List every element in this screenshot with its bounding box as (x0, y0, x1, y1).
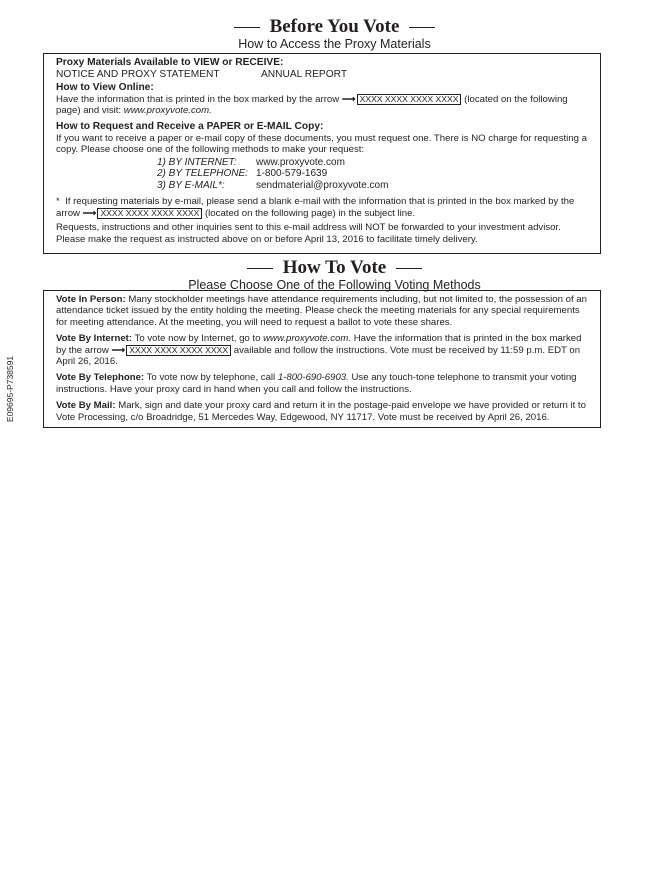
how-to-vote-title: How To Vote (0, 258, 669, 278)
materials-doc-notice: NOTICE AND PROXY STATEMENT (56, 69, 220, 80)
email-request-note: * If requesting materials by e-mail, please send a blank e-mail with the information that is printed in the box marked by the arrow ⟶ XXXX XXXX XXXX XXXX (located on the following page) in the subject line. (56, 196, 575, 219)
request-copy-heading: How to Request and Receive a PAPER or E-MAIL Copy: (56, 120, 324, 132)
arrow-icon: ⟶ (111, 344, 126, 356)
request-method-telephone: 2) BY TELEPHONE: 1-800-579-1639 (157, 168, 328, 180)
control-number-box: XXXX XXXX XXXX XXXX (357, 94, 462, 105)
request-method-internet: 1) BY INTERNET: www.proxyvote.com (157, 156, 345, 168)
before-you-vote-title: Before You Vote (0, 17, 669, 37)
view-online-text: Have the information that is printed in the box marked by the arrow ⟶ XXXX XXXX XXXX XXXX (located on the following page) and visit: www.proxyvote.com. (56, 94, 568, 117)
proxyvote-url: www.proxyvote.com. (263, 333, 352, 345)
before-you-vote-header (0, 17, 669, 51)
vote-in-person: Vote In Person: Many stockholder meetings have attendance requirements including, but not limited to, the possession of an attendance ticket issued by the entity holding the meeting. Please check the meeting materials for any special requirements for meeting attendance. At the meeting, you will need to request a ballot to vote these shares. (56, 294, 587, 328)
request-copy-text: If you want to receive a paper or e-mail copy of these documents, you must request one. There is NO charge for requesting a copy. Please choose one of the following methods to make your request: (56, 132, 587, 156)
before-you-vote-subtitle: How to Access the Proxy Materials (238, 37, 431, 51)
materials-heading: Proxy Materials Available to VIEW or RECEIVE: (56, 57, 284, 68)
proxyvote-url: www.proxyvote.com. (123, 105, 212, 117)
title-rule-right (396, 268, 422, 269)
proxy-materials-box (43, 53, 601, 254)
vote-by-internet: Vote By Internet: To vote now by Internet, go to www.proxyvote.com. Have the information that is printed in the box marked by the arrow ⟶ XXXX XXXX XXXX XXXX available and follow the instructions. Vote must be received by 11:59 p.m. EDT on April 26, 2016. (56, 333, 582, 368)
arrow-icon: ⟶ (341, 94, 356, 105)
materials-doc-annual-report: ANNUAL REPORT (261, 69, 348, 80)
arrow-icon: ⟶ (82, 207, 97, 219)
telephone-number: 1-800-690-6903. (277, 372, 349, 384)
title-rule-right (409, 27, 435, 28)
control-number-box: XXXX XXXX XXXX XXXX (97, 208, 202, 219)
request-method-email: 3) BY E-MAIL*: sendmaterial@proxyvote.com (157, 179, 389, 191)
title-rule-left (247, 268, 273, 269)
materials-list (56, 69, 588, 82)
job-code: E09695-P738591 (5, 355, 15, 423)
how-to-vote-subtitle: Please Choose One of the Following Voting Methods (188, 278, 481, 292)
vote-by-mail: Vote By Mail: Mark, sign and date your proxy card and return it in the postage-paid envelope we have provided or return it to Vote Processing, c/o Broadridge, 51 Mercedes Way, Edgewood, NY 11717. Vote must be received by April 26, 2016. (56, 400, 586, 423)
how-to-vote-header (0, 258, 669, 292)
voting-methods-box (43, 290, 601, 428)
vote-by-telephone: Vote By Telephone: To vote now by telephone, call 1-800-690-6903. Use any touch-tone telephone to transmit your voting instructions. Have your proxy card in hand when you call and follow the instructions. (56, 372, 577, 395)
title-rule-left (234, 27, 260, 28)
request-methods-list (56, 157, 588, 192)
view-online-heading: How to View Online: (56, 82, 154, 93)
control-number-box: XXXX XXXX XXXX XXXX (126, 345, 231, 356)
request-disclaimer: Requests, instructions and other inquiries sent to this e-mail address will NOT be forwarded to your investment advisor. Please make the request as instructed above on or before April 13, 2016 to facilitate timely delivery. (56, 222, 561, 245)
